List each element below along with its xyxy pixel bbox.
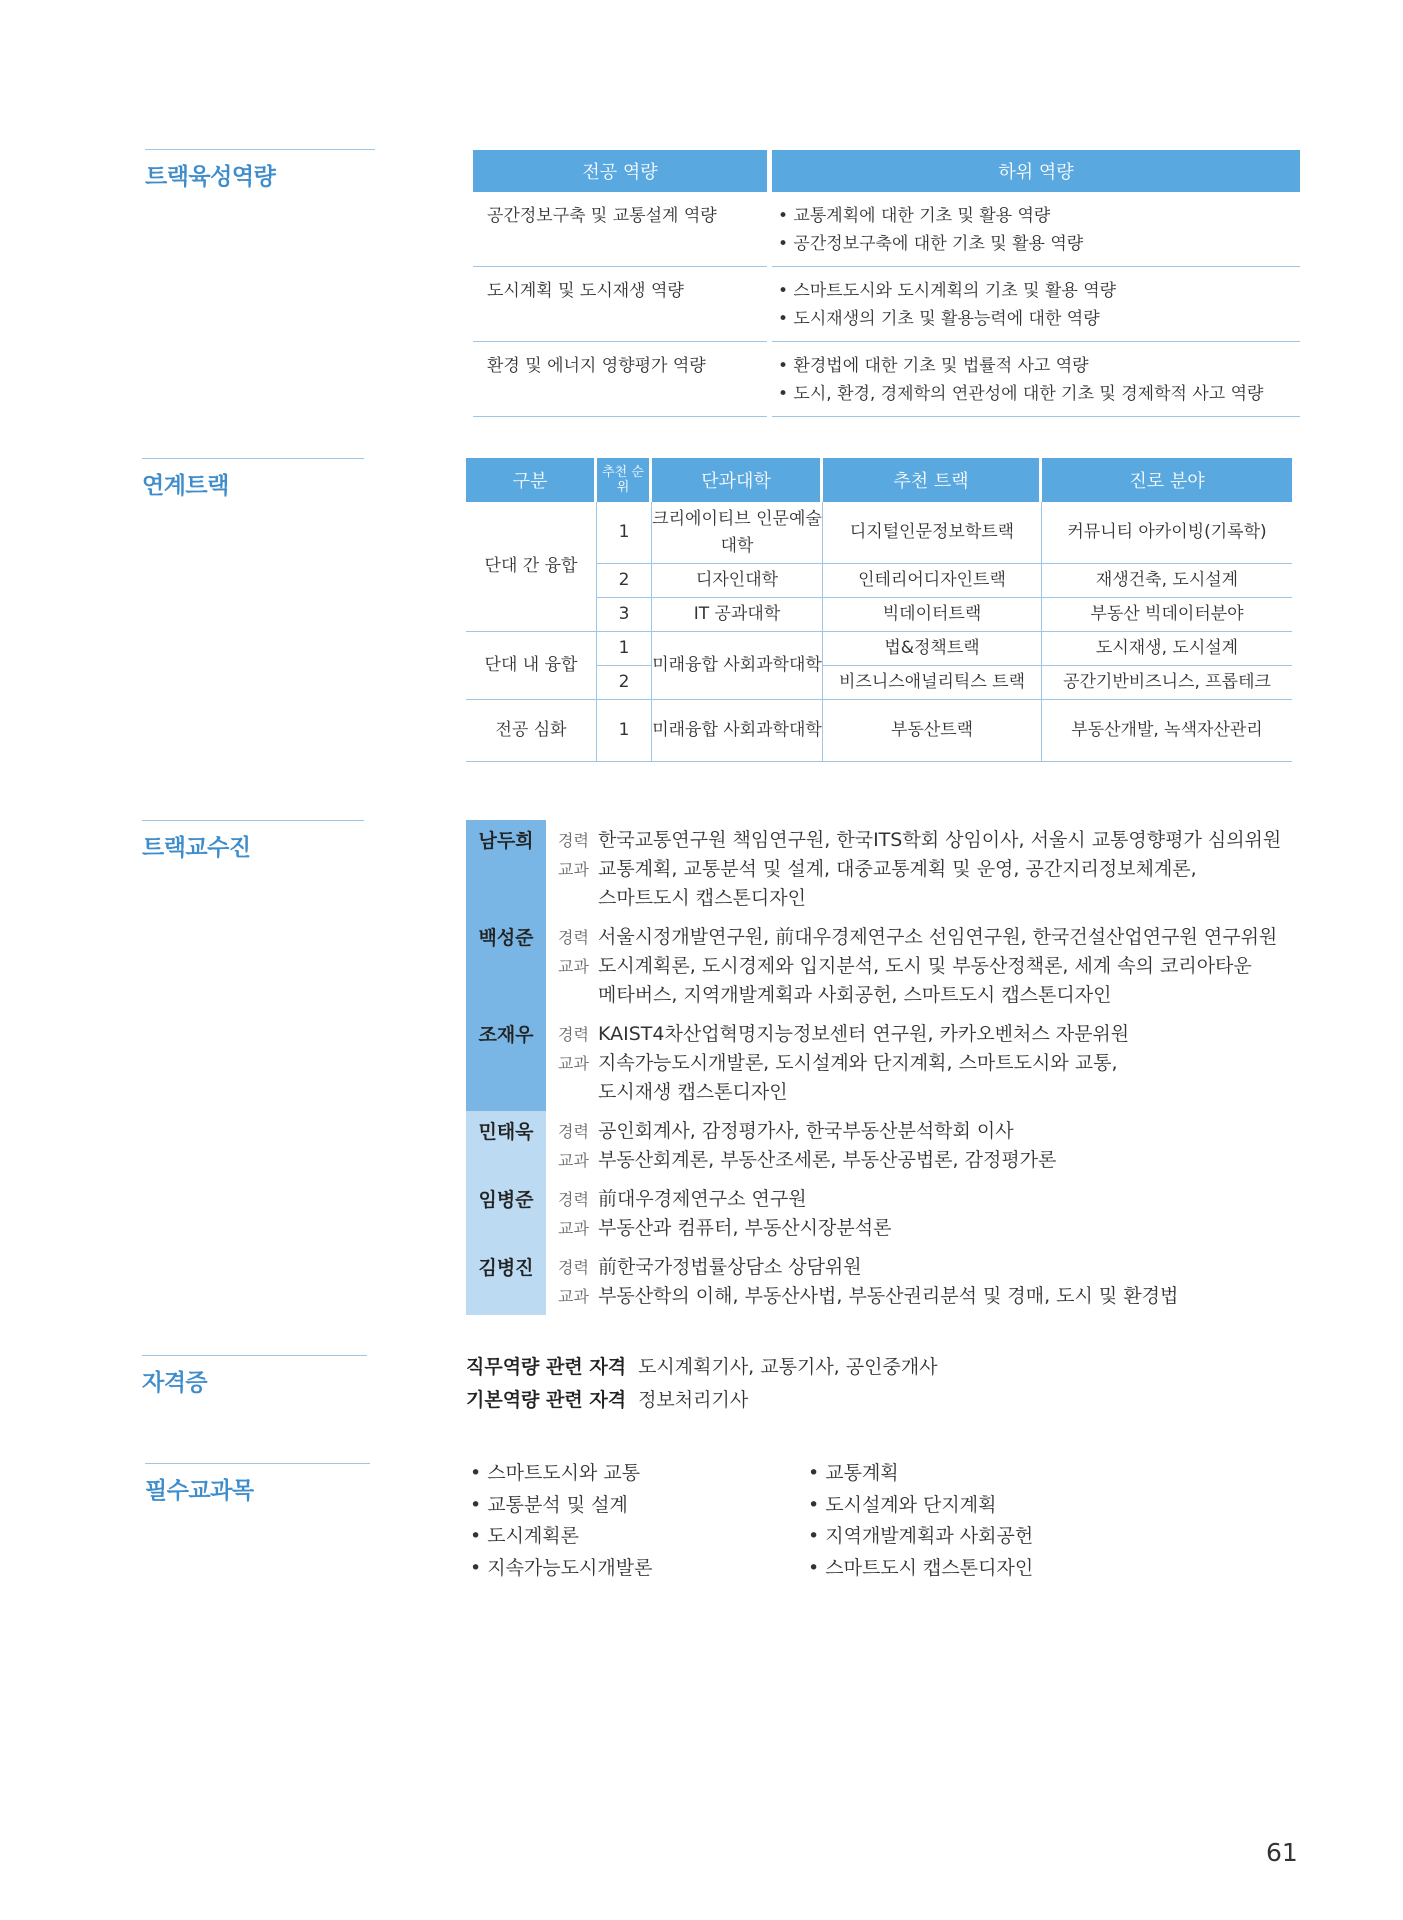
rank-cell: 1 bbox=[597, 632, 652, 666]
course-tag: 교과 bbox=[558, 860, 589, 879]
faculty-courses: 부동산학의 이해, 부동산사법, 부동산권리분석 및 경매, 도시 및 환경법 bbox=[598, 1285, 1179, 1307]
cert-label: 기본역량 관련 자격 bbox=[466, 1389, 627, 1411]
section-title-linked-tracks: 연계트랙 bbox=[142, 458, 364, 500]
career-tag: 경력 bbox=[558, 1258, 589, 1277]
table-row bbox=[466, 700, 1292, 762]
section-title-required-courses: 필수교과목 bbox=[145, 1463, 370, 1505]
list-item: • 교통계획 bbox=[808, 1462, 899, 1484]
college-cell: 미래융합 사회과학대학 bbox=[652, 700, 823, 762]
header-college: 단과대학 bbox=[652, 458, 823, 502]
rank-cell: 3 bbox=[597, 598, 652, 632]
faculty-member bbox=[466, 1111, 1316, 1179]
page-number: 61 bbox=[1266, 1838, 1298, 1867]
faculty-courses: 지속가능도시개발론, 도시설계와 단지계획, 스마트도시와 교통, bbox=[598, 1052, 1118, 1074]
list-item: • 스마트도시 캡스톤디자인 bbox=[808, 1556, 1034, 1579]
career-cell: 도시재생, 도시설계 bbox=[1042, 632, 1292, 666]
header-career: 진로 분야 bbox=[1042, 458, 1292, 502]
faculty-name: 백성준 bbox=[466, 917, 546, 1014]
track-cell: 부동산트랙 bbox=[823, 700, 1042, 762]
linked-tracks-table bbox=[466, 458, 1292, 762]
rank-cell: 1 bbox=[597, 502, 652, 564]
faculty-courses: 부동산회계론, 부동산조세론, 부동산공법론, 감정평가론 bbox=[598, 1149, 1057, 1171]
certifications bbox=[466, 1351, 938, 1417]
list-item: • 도시설계와 단지계획 bbox=[808, 1493, 997, 1516]
college-cell: 크리에이티브 인문예술대학 bbox=[652, 502, 823, 564]
cert-value: 도시계획기사, 교통기사, 공인중개사 bbox=[638, 1356, 938, 1378]
table-row bbox=[473, 342, 1300, 417]
cert-line bbox=[466, 1351, 938, 1384]
faculty-career: 前한국가정법률상담소 상담위원 bbox=[598, 1256, 862, 1278]
faculty-courses: 스마트도시 캡스톤디자인 bbox=[598, 887, 806, 909]
faculty-name: 임병준 bbox=[466, 1179, 546, 1247]
faculty-name: 김병진 bbox=[466, 1247, 546, 1315]
career-tag: 경력 bbox=[558, 1025, 589, 1044]
cert-line bbox=[466, 1384, 938, 1417]
course-tag: 교과 bbox=[558, 1219, 589, 1238]
section-title-certifications: 자격증 bbox=[142, 1355, 367, 1397]
rank-cell: 2 bbox=[597, 564, 652, 598]
career-tag: 경력 bbox=[558, 1190, 589, 1209]
faculty-courses: 메타버스, 지역개발계획과 사회공헌, 스마트도시 캡스톤디자인 bbox=[598, 984, 1112, 1006]
list-item: • 도시계획론 bbox=[470, 1525, 580, 1547]
major-competency: 공간정보구축 및 교통설계 역량 bbox=[473, 192, 767, 267]
competency-table bbox=[473, 150, 1300, 417]
major-competency: 도시계획 및 도시재생 역량 bbox=[473, 267, 767, 342]
category-cell: 전공 심화 bbox=[466, 700, 597, 762]
faculty-name: 민태욱 bbox=[466, 1111, 546, 1179]
faculty-courses: 도시계획론, 도시경제와 입지분석, 도시 및 부동산정책론, 세계 속의 코리아타운 bbox=[598, 955, 1252, 977]
faculty-career: 서울시정개발연구원, 前대우경제연구소 선임연구원, 한국건설산업연구원 연구위원 bbox=[598, 926, 1278, 948]
faculty-name: 남두희 bbox=[466, 820, 546, 917]
faculty-career: KAIST4차산업혁명지능정보센터 연구원, 카카오벤처스 자문위원 bbox=[598, 1023, 1130, 1045]
career-cell: 공간기반비즈니스, 프롭테크 bbox=[1042, 666, 1292, 700]
list-item: • 교통분석 및 설계 bbox=[470, 1493, 628, 1516]
major-competency: 환경 및 에너지 영향평가 역량 bbox=[473, 342, 767, 417]
header-rank: 추천 순위 bbox=[597, 458, 652, 502]
track-cell: 비즈니스애널리틱스 트랙 bbox=[823, 666, 1042, 700]
section-title-faculty: 트랙교수진 bbox=[142, 820, 364, 862]
faculty-career: 한국교통연구원 책임연구원, 한국ITS학회 상임이사, 서울시 교통영향평가 심의위원 bbox=[598, 829, 1282, 851]
track-cell: 디지털인문정보학트랙 bbox=[823, 502, 1042, 564]
rank-cell: 1 bbox=[597, 700, 652, 762]
faculty-member bbox=[466, 820, 1316, 917]
faculty-courses: 부동산과 컴퓨터, 부동산시장분석론 bbox=[598, 1217, 892, 1239]
sub-competency: • 도시재생의 기초 및 활용능력에 대한 역량 bbox=[778, 309, 1100, 329]
rank-cell: 2 bbox=[597, 666, 652, 700]
college-cell: 미래융합 사회과학대학 bbox=[652, 632, 823, 700]
faculty-name: 조재우 bbox=[466, 1014, 546, 1111]
list-item: • 지속가능도시개발론 bbox=[470, 1556, 653, 1579]
faculty-courses: 교통계획, 교통분석 및 설계, 대중교통계획 및 운영, 공간지리정보체계론, bbox=[598, 858, 1197, 880]
list-item: • 스마트도시와 교통 bbox=[470, 1462, 641, 1484]
faculty-career: 前대우경제연구소 연구원 bbox=[598, 1188, 807, 1210]
track-cell: 법&정책트랙 bbox=[823, 632, 1042, 666]
faculty-member bbox=[466, 917, 1316, 1014]
course-tag: 교과 bbox=[558, 957, 589, 976]
cert-label: 직무역량 관련 자격 bbox=[466, 1356, 627, 1378]
career-tag: 경력 bbox=[558, 831, 589, 850]
table-row bbox=[473, 267, 1300, 342]
track-cell: 빅데이터트랙 bbox=[823, 598, 1042, 632]
header-track: 추천 트랙 bbox=[823, 458, 1042, 502]
sub-competency: • 교통계획에 대한 기초 및 활용 역량 bbox=[778, 206, 1051, 226]
faculty-member bbox=[466, 1247, 1316, 1315]
table-row bbox=[466, 632, 1292, 666]
header-major-competency: 전공 역량 bbox=[473, 150, 767, 192]
college-cell: 디자인대학 bbox=[652, 564, 823, 598]
faculty-member bbox=[466, 1179, 1316, 1247]
section-title-competency: 트랙육성역량 bbox=[145, 149, 375, 191]
required-course-list bbox=[470, 1458, 1090, 1584]
career-cell: 부동산개발, 녹색자산관리 bbox=[1042, 700, 1292, 762]
sub-competency: • 스마트도시와 도시계획의 기초 및 활용 역량 bbox=[778, 281, 1117, 301]
table-row bbox=[466, 502, 1292, 564]
table-row bbox=[473, 192, 1300, 267]
career-cell: 부동산 빅데이터분야 bbox=[1042, 598, 1292, 632]
header-category: 구분 bbox=[466, 458, 597, 502]
career-cell: 커뮤니티 아카이빙(기록학) bbox=[1042, 502, 1292, 564]
sub-competency: • 환경법에 대한 기초 및 법률적 사고 역량 bbox=[778, 356, 1089, 376]
track-cell: 인테리어디자인트랙 bbox=[823, 564, 1042, 598]
career-tag: 경력 bbox=[558, 1122, 589, 1141]
sub-competency: • 공간정보구축에 대한 기초 및 활용 역량 bbox=[778, 234, 1084, 254]
category-cell: 단대 내 융합 bbox=[466, 632, 597, 700]
cert-value: 정보처리기사 bbox=[638, 1389, 749, 1411]
course-tag: 교과 bbox=[558, 1054, 589, 1073]
course-tag: 교과 bbox=[558, 1287, 589, 1306]
career-cell: 재생건축, 도시설계 bbox=[1042, 564, 1292, 598]
faculty-member bbox=[466, 1014, 1316, 1111]
career-tag: 경력 bbox=[558, 928, 589, 947]
college-cell: IT 공과대학 bbox=[652, 598, 823, 632]
list-item: • 지역개발계획과 사회공헌 bbox=[808, 1525, 1034, 1547]
faculty-courses: 도시재생 캡스톤디자인 bbox=[598, 1081, 788, 1103]
faculty-list bbox=[466, 820, 1316, 1315]
category-cell: 단대 간 융합 bbox=[466, 502, 597, 632]
sub-competency: • 도시, 환경, 경제학의 연관성에 대한 기초 및 경제학적 사고 역량 bbox=[778, 384, 1264, 404]
faculty-career: 공인회계사, 감정평가사, 한국부동산분석학회 이사 bbox=[598, 1120, 1014, 1142]
header-sub-competency: 하위 역량 bbox=[772, 150, 1300, 192]
course-tag: 교과 bbox=[558, 1151, 589, 1170]
